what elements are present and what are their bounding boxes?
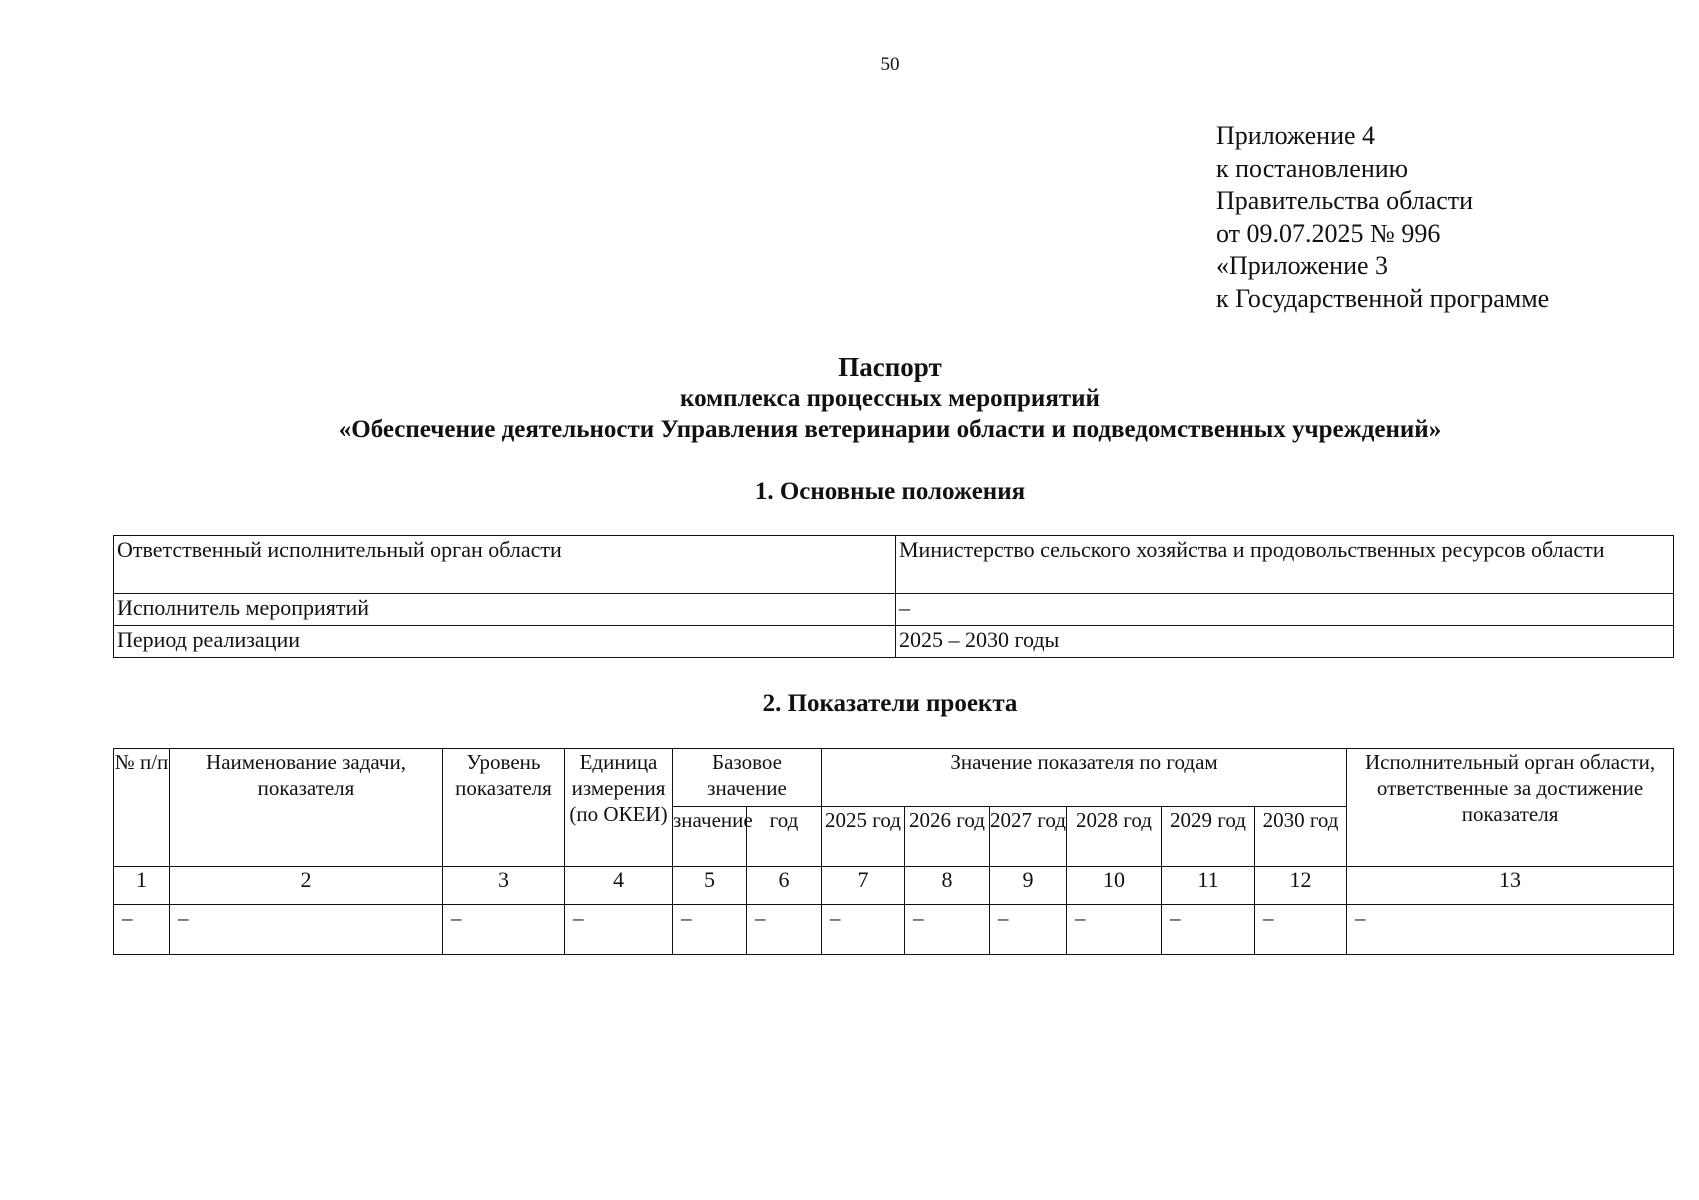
table-cell: – xyxy=(170,905,443,955)
table-cell: – xyxy=(1255,905,1347,955)
table-cell: – xyxy=(565,905,673,955)
column-number: 12 xyxy=(1255,867,1347,905)
header-year: 2026 год xyxy=(905,807,990,867)
table-cell: – xyxy=(822,905,905,955)
appendix-line: к Государственной программе xyxy=(1216,283,1550,313)
row-label: Период реализации xyxy=(114,626,896,658)
appendix-line: от 09.07.2025 № 996 xyxy=(1216,218,1441,248)
header-year: 2025 год xyxy=(822,807,905,867)
section-heading-2: 2. Показатели проекта xyxy=(762,690,1018,717)
appendix-line: «Приложение 3 xyxy=(1216,251,1389,280)
table-cell: – xyxy=(1067,905,1162,955)
column-number: 1 xyxy=(114,867,170,905)
column-number: 8 xyxy=(905,867,990,905)
table-cell: – xyxy=(443,905,565,955)
table-cell: – xyxy=(990,905,1067,955)
table-row xyxy=(114,905,1674,955)
header-executor: Исполнительный орган области, ответственные за достижение показателя xyxy=(1347,749,1674,867)
appendix-block xyxy=(1216,120,1549,315)
column-number: 6 xyxy=(747,867,822,905)
appendix-line: к постановлению xyxy=(1216,153,1409,183)
title-program-name: «Обеспечение деятельности Управления ветеринарии области и подведомственных учреждений» xyxy=(338,416,1442,443)
table-cell: – xyxy=(747,905,822,955)
column-number: 2 xyxy=(170,867,443,905)
column-number: 5 xyxy=(673,867,747,905)
column-number: 11 xyxy=(1162,867,1255,905)
row-value: – xyxy=(896,594,1674,626)
appendix-line: Правительства области xyxy=(1216,186,1474,215)
header-name: Наименование задачи, показателя xyxy=(170,749,443,867)
header-by-years: Значение показателя по годам xyxy=(822,749,1347,807)
header-year: 2027 год xyxy=(990,807,1067,867)
table-row xyxy=(114,626,1674,658)
table-cell: – xyxy=(905,905,990,955)
header-level: Уровень показателя xyxy=(443,749,565,867)
section-heading-1: 1. Основные положения xyxy=(754,478,1026,505)
column-number: 3 xyxy=(443,867,565,905)
document-title xyxy=(0,352,1699,445)
table-row xyxy=(114,536,1674,594)
row-value: Министерство сельского хозяйства и продовольственных ресурсов области xyxy=(896,536,1674,594)
column-number: 9 xyxy=(990,867,1067,905)
header-year: 2029 год xyxy=(1162,807,1255,867)
table-cell: – xyxy=(1347,905,1674,955)
table-row xyxy=(114,594,1674,626)
row-label: Ответственный исполнительный орган области xyxy=(114,536,896,594)
header-row xyxy=(114,749,1674,807)
table-cell: – xyxy=(673,905,747,955)
header-base-year: год xyxy=(747,807,822,867)
page-number: 50 xyxy=(880,54,900,75)
header-base-value: значение xyxy=(673,807,747,867)
column-number: 10 xyxy=(1067,867,1162,905)
main-provisions-table xyxy=(113,535,1674,658)
table-cell: – xyxy=(1162,905,1255,955)
header-base: Базовое значение xyxy=(673,749,822,807)
column-number: 4 xyxy=(565,867,673,905)
title-subtitle: комплекса процессных мероприятий xyxy=(680,385,1100,412)
title-main: Паспорт xyxy=(838,352,942,382)
table-cell: – xyxy=(114,905,170,955)
indicators-table xyxy=(113,748,1674,955)
header-year: 2030 год xyxy=(1255,807,1347,867)
header-year: 2028 год xyxy=(1067,807,1162,867)
column-number: 13 xyxy=(1347,867,1674,905)
column-number: 7 xyxy=(822,867,905,905)
row-label: Исполнитель мероприятий xyxy=(114,594,896,626)
appendix-line: Приложение 4 xyxy=(1216,121,1376,150)
header-unit: Единица измерения (по ОКЕИ) xyxy=(565,749,673,867)
row-value: 2025 – 2030 годы xyxy=(896,626,1674,658)
column-number-row xyxy=(114,867,1674,905)
header-num: № п/п xyxy=(114,749,170,867)
